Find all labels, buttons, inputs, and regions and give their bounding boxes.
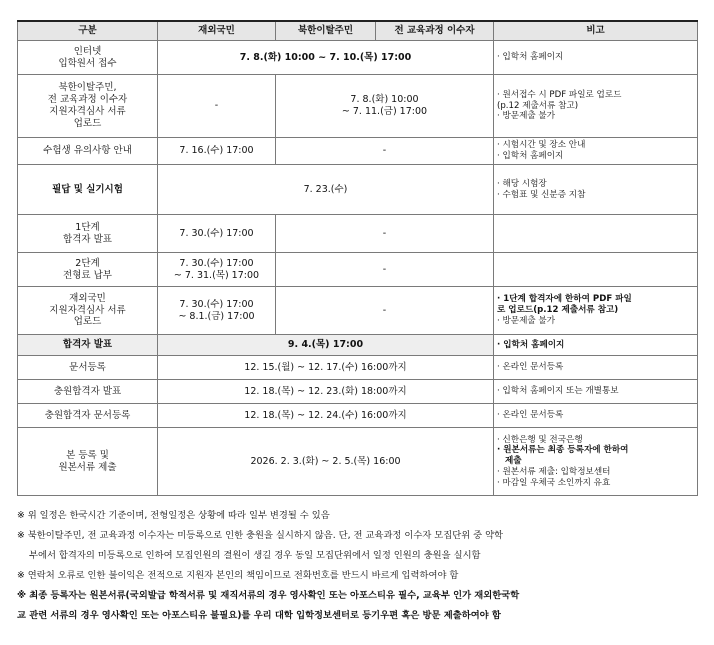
schedule-date: 12. 18.(목) ~ 12. 23.(화) 18:00까지 <box>158 380 494 404</box>
schedule-date: 9. 4.(목) 17:00 <box>158 335 494 356</box>
remark-cell: · 온라인 문서등록 <box>494 404 698 428</box>
schedule-date: 12. 18.(목) ~ 12. 24.(수) 16:00까지 <box>158 404 494 428</box>
schedule-document <box>17 20 697 626</box>
remark-cell: · 온라인 문서등록 <box>494 356 698 380</box>
schedule-date-overseas: 7. 30.(수) 17:00 <box>158 215 276 253</box>
footnote: ※ 위 일정은 한국시간 기준이며, 전형일정은 상황에 따라 일부 변경될 수 있음 <box>17 510 330 521</box>
table-row <box>18 380 698 404</box>
schedule-date-overseas: 7. 30.(수) 17:00 ~ 7. 31.(목) 17:00 <box>158 253 276 287</box>
schedule-date-overseas: - <box>158 75 276 138</box>
footnote: ※ 북한이탈주민, 전 교육과정 이수자는 미등록으로 인한 충원을 실시하지 않음. 단, 전 교육과정 이수자 모집단위 중 약학 <box>17 530 504 541</box>
row-label: 합격자 발표 <box>18 335 158 356</box>
schedule-date-others: - <box>276 215 494 253</box>
remark-cell: · 입학처 홈페이지 또는 개별통보 <box>494 380 698 404</box>
table-row <box>18 356 698 380</box>
table-row <box>18 404 698 428</box>
remark-cell: · 해당 시험장 · 수험표 및 신분증 지참 <box>494 165 698 215</box>
table-row <box>18 165 698 215</box>
row-label: 1단계 합격자 발표 <box>18 215 158 253</box>
row-label: 인터넷 입학원서 접수 <box>18 41 158 75</box>
footnotes <box>17 506 697 626</box>
table-row <box>18 215 698 253</box>
footnote: ※ 연락처 오류로 인한 불이익은 전적으로 지원자 본인의 책임이므로 전화번호를 반드시 바르게 입력하여야 함 <box>17 570 459 581</box>
table-row <box>18 253 698 287</box>
row-label: 문서등록 <box>18 356 158 380</box>
header-full-curriculum: 전 교육과정 이수자 <box>376 21 494 41</box>
table-row <box>18 75 698 138</box>
remark-cell: · 입학처 홈페이지 <box>494 41 698 75</box>
schedule-date: 2026. 2. 3.(화) ~ 2. 5.(목) 16:00 <box>158 428 494 496</box>
header-north-korean-defector: 북한이탈주민 <box>276 21 376 41</box>
remark-cell <box>494 215 698 253</box>
remark-cell: · 신한은행 및 전국은행 · 원본서류는 최종 등록자에 한하여 제출 · 원본서류 제출: 입학정보센터 · 마감일 우체국 소인까지 유효 <box>494 428 698 496</box>
schedule-date-others: - <box>276 253 494 287</box>
row-label: 필답 및 실기시험 <box>18 165 158 215</box>
remark-cell: · 입학처 홈페이지 <box>494 335 698 356</box>
schedule-date-overseas: 7. 16.(수) 17:00 <box>158 138 276 165</box>
header-overseas-korean: 재외국민 <box>158 21 276 41</box>
schedule-date-others: - <box>276 138 494 165</box>
schedule-date-others: - <box>276 287 494 335</box>
schedule-date: 7. 23.(수) <box>158 165 494 215</box>
schedule-date-others: 7. 8.(화) 10:00 ~ 7. 11.(금) 17:00 <box>276 75 494 138</box>
row-label: 2단계 전형료 납부 <box>18 253 158 287</box>
table-row <box>18 41 698 75</box>
row-label: 충원합격자 발표 <box>18 380 158 404</box>
footnote-important-continued: 교 관련 서류의 경우 영사확인 또는 아포스티유 불필요)를 우리 대학 입학정보센터로 등기우편 혹은 방문 제출하여야 함 <box>17 610 501 621</box>
header-category: 구분 <box>18 21 158 41</box>
remark-cell: · 원서접수 시 PDF 파일로 업로드 (p.12 제출서류 참고) · 방문제출 불가 <box>494 75 698 138</box>
table-row <box>18 138 698 165</box>
row-label: 북한이탈주민, 전 교육과정 이수자 지원자격심사 서류 업로드 <box>18 75 158 138</box>
remark-cell: · 시험시간 및 장소 안내 · 입학처 홈페이지 <box>494 138 698 165</box>
table-header-row <box>18 21 698 41</box>
row-label: 충원합격자 문서등록 <box>18 404 158 428</box>
row-label: 재외국민 지원자격심사 서류 업로드 <box>18 287 158 335</box>
schedule-table <box>17 20 698 496</box>
remark-cell <box>494 253 698 287</box>
remark-cell: · 1단계 합격자에 한하여 PDF 파일 로 업로드(p.12 제출서류 참고) · 방문제출 불가 <box>494 287 698 335</box>
row-label: 수험생 유의사항 안내 <box>18 138 158 165</box>
footnote-important: ※ 최종 등록자는 원본서류(국외발급 학적서류 및 재직서류의 경우 영사확인 또는 아포스티유 필수, 교육부 인가 재외한국학 <box>17 590 520 601</box>
table-row <box>18 287 698 335</box>
row-label: 본 등록 및 원본서류 제출 <box>18 428 158 496</box>
schedule-date-overseas: 7. 30.(수) 17:00 ~ 8.1.(금) 17:00 <box>158 287 276 335</box>
table-row <box>18 428 698 496</box>
footnote-continued: 부에서 합격자의 미등록으로 인하여 모집인원의 결원이 생길 경우 동일 모집단위에서 일정 인원의 충원을 실시함 <box>29 550 481 561</box>
schedule-date: 12. 15.(월) ~ 12. 17.(수) 16:00까지 <box>158 356 494 380</box>
table-row <box>18 335 698 356</box>
schedule-date: 7. 8.(화) 10:00 ~ 7. 10.(목) 17:00 <box>158 41 494 75</box>
header-remarks: 비고 <box>494 21 698 41</box>
